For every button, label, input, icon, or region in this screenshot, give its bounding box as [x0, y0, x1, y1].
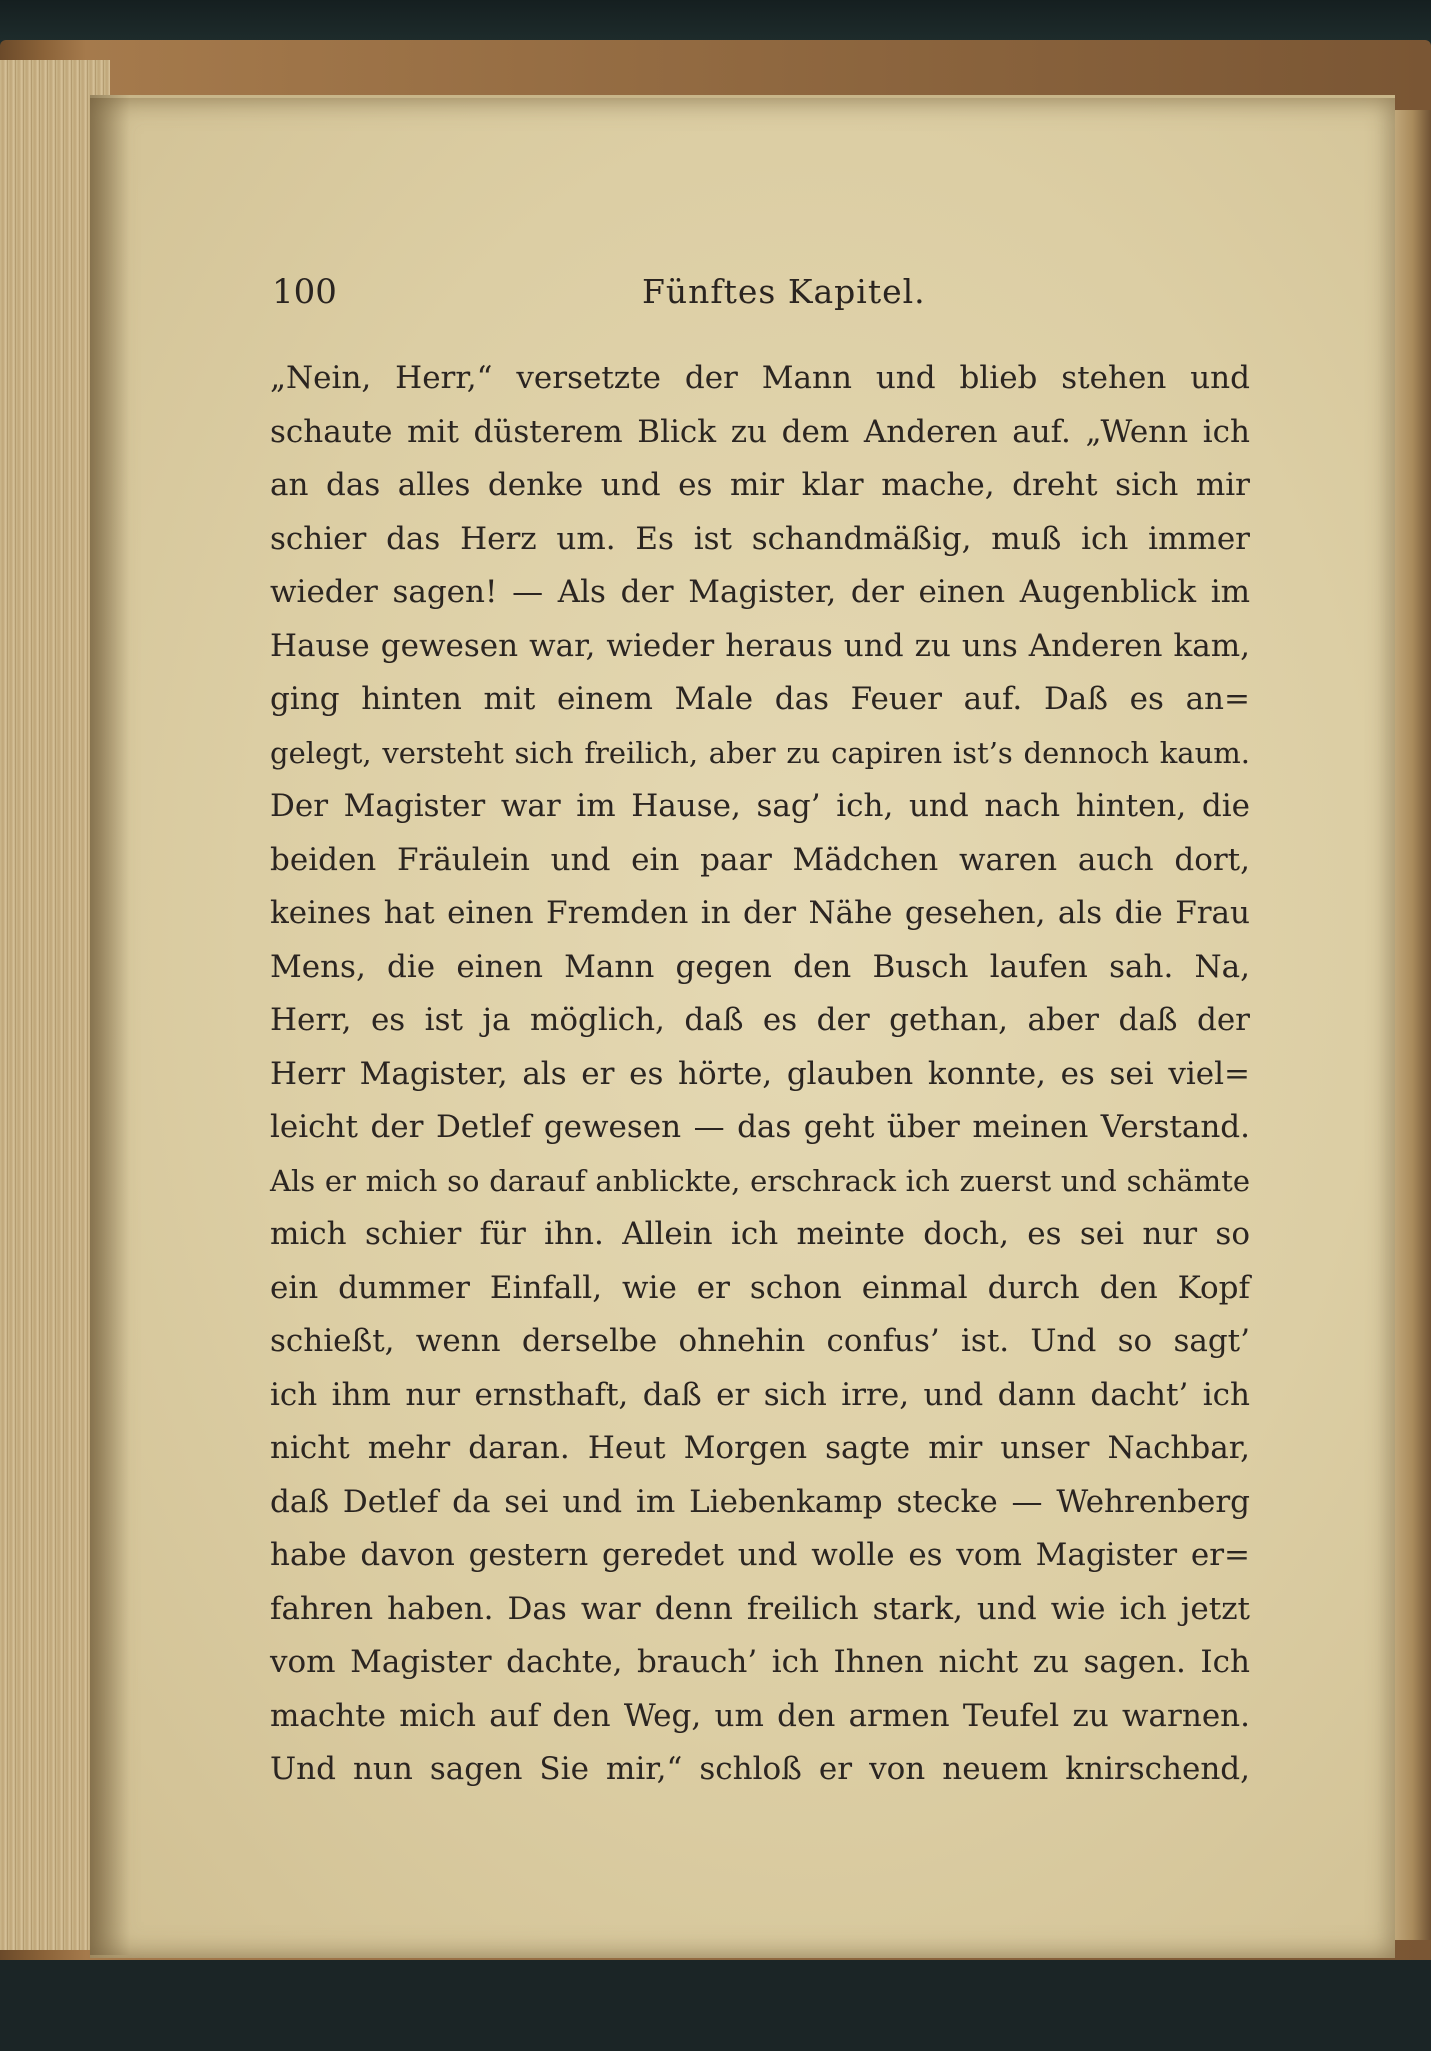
- text-line: vom Magister dachte, brauch’ ich Ihnen nicht zu sagen. Ich: [270, 1644, 1250, 1680]
- text-line: Hause gewesen war, wieder heraus und zu uns Anderen kam,: [270, 627, 1250, 664]
- text-line: ich ihm nur ernsthaft, daß er sich irre, und dann dacht’ ich: [270, 1376, 1250, 1413]
- background-bottom: [0, 1960, 1431, 2051]
- text-line: Der Magister war im Hause, sag’ ich, und nach hinten, die: [270, 788, 1250, 824]
- running-head: Fünftes Kapitel.: [642, 272, 926, 311]
- text-line: schießt, wenn derselbe ohnehin confus’ ist. Und so sagt’: [270, 1323, 1250, 1359]
- gutter-shadow: [90, 95, 130, 1955]
- text-line: „Nein, Herr,“ versetzte der Mann und blieb stehen und: [270, 360, 1250, 396]
- text-line: Und nun sagen Sie mir,“ schloß er von neuem knirschend,: [270, 1751, 1250, 1787]
- text-line: Herr Magister, als er es hörte, glauben konnte, es sei viel=: [270, 1055, 1250, 1092]
- text-line: ein dummer Einfall, wie er schon einmal durch den Kopf: [270, 1269, 1250, 1306]
- text-line: beiden Fräulein und ein paar Mädchen waren auch dort,: [270, 841, 1250, 878]
- text-line: schaute mit düsterem Blick zu dem Anderen auf. „Wenn ich: [270, 413, 1250, 450]
- text-line: nicht mehr daran. Heut Morgen sagte mir unser Nachbar,: [270, 1430, 1250, 1466]
- page-number: 100: [272, 272, 337, 312]
- text-line: wieder sagen! — Als der Magister, der einen Augenblick im: [270, 574, 1250, 610]
- text-line: Mens, die einen Mann gegen den Busch laufen sah. Na,: [270, 948, 1250, 985]
- text-line: leicht der Detlef gewesen — das geht über meinen Verstand.: [270, 1109, 1250, 1145]
- text-line: machte mich auf den Weg, um den armen Teufel zu warnen.: [270, 1697, 1250, 1734]
- text-line: schier das Herz um. Es ist schandmäßig, muß ich immer: [270, 520, 1250, 557]
- text-line: fahren haben. Das war denn freilich stark, und wie ich jetzt: [270, 1590, 1250, 1627]
- text-line: keines hat einen Fremden in der Nähe gesehen, als die Frau: [270, 895, 1250, 931]
- text-line: Herr, es ist ja möglich, daß es der gethan, aber daß der: [270, 1002, 1250, 1038]
- text-line: daß Detlef da sei und im Liebenkamp stecke — Wehrenberg: [270, 1483, 1250, 1520]
- text-line: ging hinten mit einem Male das Feuer auf. Daß es an=: [270, 681, 1250, 717]
- text-line: Als er mich so darauf anblickte, erschrack ich zuerst und schämte: [270, 1163, 1250, 1198]
- text-line: habe davon gestern geredet und wolle es vom Magister er=: [270, 1537, 1250, 1573]
- text-line: mich schier für ihn. Allein ich meinte doch, es sei nur so: [270, 1216, 1250, 1252]
- text-line: gelegt, versteht sich freilich, aber zu capiren ist’s dennoch kaum.: [270, 735, 1250, 770]
- page-header: [272, 272, 1272, 322]
- body-text: [270, 352, 1250, 1797]
- text-line: an das alles denke und es mir klar mache, dreht sich mir: [270, 467, 1250, 503]
